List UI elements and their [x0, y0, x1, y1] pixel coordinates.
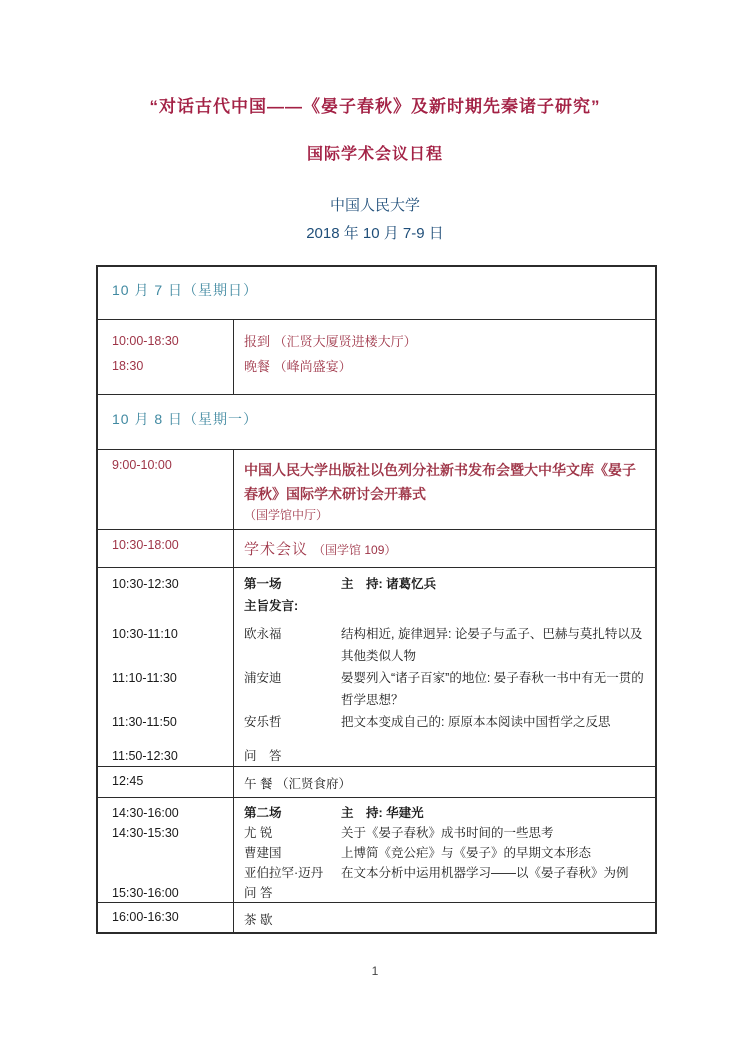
page-title-line1: “对话古代中国——《晏子春秋》及新时期先秦诸子研究” [149, 97, 601, 116]
day1-events-row [98, 319, 655, 394]
session-chair: 主 持: 诸葛忆兵 [341, 577, 437, 591]
talk-title: 关于《晏子春秋》成书时间的一些思考 [341, 826, 554, 840]
page-number: 1 [371, 964, 379, 978]
event-time: 10:00-18:30 [112, 334, 179, 348]
keynote-label-line [98, 595, 655, 617]
keynote-label: 主旨发言: [244, 599, 299, 613]
talk-entry [98, 843, 655, 863]
event-time: 16:00-16:30 [112, 910, 179, 924]
event-registration [98, 329, 655, 354]
opening-title: 中国人民大学出版社以色列分社新书发布会暨大中华文库《晏子春秋》国际学术研讨会开幕式 [244, 462, 636, 502]
tea-break-row [98, 902, 655, 932]
talk-entry [98, 667, 655, 711]
conference-dates: 2018 年 10 月 7-9 日 [306, 225, 444, 242]
qa-entry [98, 883, 655, 902]
session-time: 14:30-16:00 [112, 806, 179, 820]
session-label: 第一场 [244, 577, 282, 591]
qa-label: 问 答 [244, 749, 282, 763]
event-text: 晚餐 （峰尚盛宴） [244, 359, 352, 374]
event-time: 18:30 [112, 359, 144, 373]
talk-speaker: 欧永福 [244, 627, 282, 641]
qa-label: 问 答 [244, 886, 273, 900]
conference-venue: （国学馆 109） [313, 543, 397, 557]
talk-time: 10:30-11:10 [112, 627, 178, 641]
session-chair: 主 持: 华建光 [341, 806, 424, 820]
talk-speaker: 安乐哲 [244, 715, 282, 729]
talk-time: 14:30-15:30 [112, 826, 179, 840]
talk-entry [98, 711, 655, 733]
talk-title: 上博简《竞公疟》与《晏子》的早期文本形态 [341, 846, 592, 860]
talk-time: 11:10-11:30 [112, 671, 177, 685]
talk-title: 晏婴列入“诸子百家”的地位: 晏子春秋一书中有无一贯的哲学思想？ [341, 671, 644, 707]
qa-entry [98, 745, 655, 766]
lunch-entry [98, 774, 655, 792]
event-time: 12:45 [112, 774, 144, 788]
organizer-name: 中国人民大学 [329, 197, 420, 214]
conference-title: 学术会议 [244, 541, 309, 558]
session-label: 第二场 [244, 806, 282, 820]
event-dinner [98, 354, 655, 379]
talk-entry [98, 623, 655, 667]
day1-header-label: 10 月 7 日（星期日） [112, 282, 259, 298]
opening-ceremony-entry [98, 458, 655, 525]
session2-row [98, 797, 655, 902]
conference-entry [98, 538, 655, 559]
talk-time: 15:30-16:00 [112, 886, 179, 900]
talk-title: 把文本变成自己的: 原原本本阅读中国哲学之反思 [341, 715, 611, 729]
schedule-table [96, 265, 657, 934]
talk-title: 结构相近, 旋律迥异: 论晏子与孟子、巴赫与莫扎特以及其他类似人物 [341, 627, 643, 663]
event-text: 茶 歇 [244, 913, 273, 927]
day2-header-label: 10 月 8 日（星期一） [112, 411, 259, 427]
opening-venue: （国学馆中厅） [244, 508, 329, 522]
conference-session-row [98, 529, 655, 567]
talk-speaker: 浦安迪 [244, 671, 282, 685]
session1-row [98, 567, 655, 766]
day2-header-row [98, 394, 655, 449]
opening-ceremony-row [98, 449, 655, 529]
talk-entry [98, 823, 655, 843]
lunch-row [98, 766, 655, 797]
session1-heading [98, 573, 655, 595]
event-time: 10:30-18:00 [112, 538, 179, 552]
session-time: 10:30-12:30 [112, 577, 179, 591]
event-text: 报到 （汇贤大厦贤进楼大厅） [244, 334, 417, 349]
talk-speaker: 曹建国 [244, 846, 282, 860]
event-time: 9:00-10:00 [112, 458, 172, 472]
talk-title: 在文本分析中运用机器学习——以《晏子春秋》为例 [341, 866, 629, 880]
talk-speaker: 尤 锐 [244, 826, 273, 840]
page-title-line2: 国际学术会议日程 [306, 146, 443, 163]
talk-entry [98, 863, 655, 883]
event-text: 午 餐 （汇贤食府） [244, 777, 351, 791]
talk-time: 11:50-12:30 [112, 749, 178, 763]
day1-header-row [98, 267, 655, 319]
talk-speaker: 亚伯拉罕·迈丹 [244, 866, 324, 880]
session2-heading [98, 803, 655, 823]
tea-break-entry [98, 910, 655, 928]
talk-time: 11:30-11:50 [112, 715, 177, 729]
